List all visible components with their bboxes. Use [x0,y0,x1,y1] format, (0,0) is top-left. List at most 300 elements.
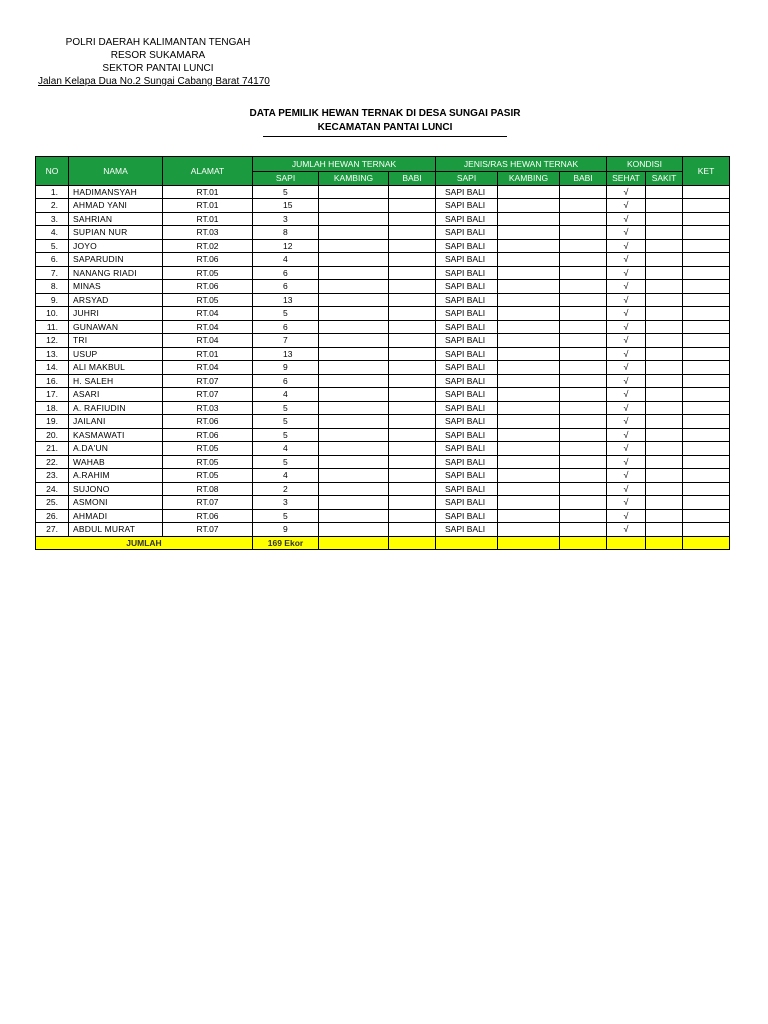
row-sakit [646,482,683,496]
row-jumlah-babi [389,199,436,213]
table-row [36,523,730,537]
row-jenis-kambing [498,293,560,307]
row-nama: H. SALEH [69,374,163,388]
row-jumlah-babi [389,347,436,361]
row-no: 21. [36,442,69,456]
row-jumlah-babi [389,320,436,334]
row-sehat: √ [607,266,646,280]
row-jumlah-kambing [319,266,389,280]
row-jenis-sapi: SAPI BALI [436,320,498,334]
row-jumlah-sapi: 4 [253,442,319,456]
row-jumlah-sapi: 5 [253,428,319,442]
row-jumlah-kambing [319,428,389,442]
row-jenis-kambing [498,455,560,469]
row-jumlah-kambing [319,361,389,375]
row-sakit [646,226,683,240]
row-alamat: RT.01 [163,185,253,199]
row-jumlah-kambing [319,280,389,294]
row-sehat: √ [607,496,646,510]
row-ket [683,280,730,294]
row-sehat: √ [607,401,646,415]
row-jenis-sapi: SAPI BALI [436,509,498,523]
row-ket [683,523,730,537]
row-jumlah-babi [389,212,436,226]
row-jenis-sapi: SAPI BALI [436,280,498,294]
row-no: 17. [36,388,69,402]
row-jumlah-kambing [319,212,389,226]
row-jumlah-sapi: 6 [253,266,319,280]
row-nama: JAILANI [69,415,163,429]
row-nama: A.RAHIM [69,469,163,483]
row-ket [683,374,730,388]
row-jumlah-kambing [319,374,389,388]
row-jumlah-babi [389,361,436,375]
row-jenis-kambing [498,482,560,496]
row-nama: AHMADI [69,509,163,523]
row-jenis-babi [560,509,607,523]
row-alamat: RT.01 [163,199,253,213]
total-row [36,536,730,550]
row-sakit [646,388,683,402]
row-jenis-kambing [498,334,560,348]
row-sehat: √ [607,212,646,226]
row-nama: KASMAWATI [69,428,163,442]
table-row [36,482,730,496]
row-jumlah-kambing [319,455,389,469]
row-jumlah-kambing [319,469,389,483]
row-jumlah-kambing [319,185,389,199]
row-jenis-kambing [498,266,560,280]
row-ket [683,361,730,375]
row-alamat: RT.05 [163,266,253,280]
row-sehat: √ [607,361,646,375]
header-jenis-kambing: KAMBING [498,172,560,186]
total-cell-empty [389,536,436,550]
row-alamat: RT.06 [163,428,253,442]
row-jenis-kambing [498,239,560,253]
row-nama: AHMAD YANI [69,199,163,213]
header-no: NO [36,157,69,186]
row-jenis-babi [560,334,607,348]
row-jumlah-babi [389,266,436,280]
row-jumlah-sapi: 7 [253,334,319,348]
row-sehat: √ [607,307,646,321]
row-nama: JOYO [69,239,163,253]
row-jenis-kambing [498,509,560,523]
row-ket [683,428,730,442]
row-jenis-babi [560,226,607,240]
header-alamat: ALAMAT [163,157,253,186]
row-alamat: RT.07 [163,374,253,388]
row-jumlah-sapi: 4 [253,469,319,483]
row-jenis-kambing [498,347,560,361]
row-jumlah-kambing [319,401,389,415]
row-no: 23. [36,469,69,483]
row-no: 6. [36,253,69,267]
row-sakit [646,185,683,199]
row-no: 9. [36,293,69,307]
row-sehat: √ [607,226,646,240]
row-jenis-kambing [498,523,560,537]
row-nama: ASARI [69,388,163,402]
row-jumlah-kambing [319,509,389,523]
row-alamat: RT.03 [163,226,253,240]
row-jenis-sapi: SAPI BALI [436,253,498,267]
row-no: 2. [36,199,69,213]
row-alamat: RT.05 [163,469,253,483]
row-sehat: √ [607,469,646,483]
table-row [36,428,730,442]
row-jenis-babi [560,455,607,469]
row-jumlah-babi [389,442,436,456]
row-ket [683,415,730,429]
row-sehat: √ [607,239,646,253]
row-jenis-babi [560,347,607,361]
row-jumlah-babi [389,185,436,199]
row-jumlah-babi [389,226,436,240]
row-jenis-sapi: SAPI BALI [436,401,498,415]
row-no: 1. [36,185,69,199]
row-no: 27. [36,523,69,537]
row-alamat: RT.07 [163,388,253,402]
row-jenis-sapi: SAPI BALI [436,388,498,402]
row-sakit [646,307,683,321]
row-no: 16. [36,374,69,388]
row-jumlah-sapi: 3 [253,212,319,226]
row-alamat: RT.05 [163,442,253,456]
row-nama: TRI [69,334,163,348]
row-jenis-babi [560,442,607,456]
table-row [36,469,730,483]
row-jumlah-kambing [319,482,389,496]
row-jenis-babi [560,428,607,442]
row-nama: USUP [69,347,163,361]
row-jenis-babi [560,496,607,510]
row-alamat: RT.04 [163,307,253,321]
row-jumlah-kambing [319,307,389,321]
row-sakit [646,347,683,361]
total-cell-empty [683,536,730,550]
row-jenis-sapi: SAPI BALI [436,442,498,456]
row-jumlah-sapi: 5 [253,509,319,523]
row-nama: ALI MAKBUL [69,361,163,375]
row-no: 24. [36,482,69,496]
row-jumlah-sapi: 3 [253,496,319,510]
row-jumlah-sapi: 2 [253,482,319,496]
row-jenis-kambing [498,226,560,240]
row-jumlah-babi [389,415,436,429]
row-jenis-babi [560,374,607,388]
header-jumlah-group: JUMLAH HEWAN TERNAK [253,157,436,172]
row-sakit [646,509,683,523]
row-jenis-sapi: SAPI BALI [436,469,498,483]
row-jenis-babi [560,307,607,321]
row-nama: SUPIAN NUR [69,226,163,240]
row-no: 11. [36,320,69,334]
row-sakit [646,415,683,429]
row-jenis-babi [560,482,607,496]
header-jenis-sapi: SAPI [436,172,498,186]
row-no: 26. [36,509,69,523]
row-jenis-sapi: SAPI BALI [436,455,498,469]
row-sehat: √ [607,523,646,537]
table-row [36,496,730,510]
row-nama: SUJONO [69,482,163,496]
total-cell-empty [498,536,560,550]
table-row [36,509,730,523]
row-sakit [646,320,683,334]
row-no: 5. [36,239,69,253]
row-jenis-kambing [498,253,560,267]
table-row [36,401,730,415]
row-no: 12. [36,334,69,348]
table-row [36,334,730,348]
row-sakit [646,266,683,280]
row-ket [683,388,730,402]
total-cell-empty [646,536,683,550]
row-jenis-sapi: SAPI BALI [436,415,498,429]
row-jenis-babi [560,239,607,253]
row-sehat: √ [607,442,646,456]
table-row [36,455,730,469]
row-jenis-babi [560,523,607,537]
row-jumlah-kambing [319,442,389,456]
row-jumlah-kambing [319,226,389,240]
row-sehat: √ [607,334,646,348]
table-body [36,185,730,536]
row-sakit [646,361,683,375]
row-jenis-babi [560,401,607,415]
row-sehat: √ [607,185,646,199]
row-alamat: RT.02 [163,239,253,253]
row-no: 7. [36,266,69,280]
row-jenis-sapi: SAPI BALI [436,428,498,442]
table-row [36,307,730,321]
row-sehat: √ [607,253,646,267]
total-cell-empty [560,536,607,550]
row-alamat: RT.05 [163,293,253,307]
row-jenis-babi [560,361,607,375]
table-row [36,293,730,307]
row-jumlah-kambing [319,496,389,510]
row-jenis-sapi: SAPI BALI [436,523,498,537]
row-sehat: √ [607,347,646,361]
row-sehat: √ [607,455,646,469]
header-jumlah-kambing: KAMBING [319,172,389,186]
row-jumlah-babi [389,293,436,307]
row-jumlah-kambing [319,199,389,213]
row-jumlah-sapi: 5 [253,455,319,469]
row-jumlah-kambing [319,523,389,537]
row-jumlah-babi [389,280,436,294]
row-jenis-sapi: SAPI BALI [436,482,498,496]
row-jumlah-sapi: 15 [253,199,319,213]
row-sakit [646,469,683,483]
row-sakit [646,253,683,267]
row-jumlah-sapi: 4 [253,253,319,267]
row-sakit [646,334,683,348]
row-jenis-kambing [498,361,560,375]
row-jumlah-sapi: 9 [253,361,319,375]
row-alamat: RT.01 [163,212,253,226]
row-jumlah-kambing [319,415,389,429]
row-jenis-kambing [498,428,560,442]
header-jenis-group: JENIS/RAS HEWAN TERNAK [436,157,607,172]
row-jumlah-babi [389,388,436,402]
header-kondisi-group: KONDISI [607,157,683,172]
row-nama: HADIMANSYAH [69,185,163,199]
row-jenis-sapi: SAPI BALI [436,347,498,361]
row-sakit [646,212,683,226]
table-row [36,266,730,280]
row-ket [683,239,730,253]
row-jumlah-sapi: 6 [253,374,319,388]
row-nama: ARSYAD [69,293,163,307]
row-jumlah-babi [389,401,436,415]
row-jumlah-babi [389,482,436,496]
row-jumlah-babi [389,253,436,267]
row-jenis-sapi: SAPI BALI [436,212,498,226]
row-jumlah-kambing [319,320,389,334]
table-row [36,442,730,456]
document-title [230,107,540,137]
row-nama: SAPARUDIN [69,253,163,267]
row-nama: MINAS [69,280,163,294]
row-jenis-kambing [498,415,560,429]
row-ket [683,496,730,510]
row-no: 22. [36,455,69,469]
row-ket [683,469,730,483]
row-ket [683,455,730,469]
row-no: 19. [36,415,69,429]
row-nama: ASMONI [69,496,163,510]
row-alamat: RT.04 [163,320,253,334]
row-jenis-babi [560,415,607,429]
row-jenis-babi [560,293,607,307]
row-jumlah-babi [389,428,436,442]
row-sehat: √ [607,482,646,496]
row-jumlah-babi [389,455,436,469]
row-jenis-kambing [498,307,560,321]
row-ket [683,226,730,240]
table-row [36,361,730,375]
row-no: 14. [36,361,69,375]
letterhead-line-1: POLRI DAERAH KALIMANTAN TENGAH [65,37,251,48]
row-ket [683,253,730,267]
row-alamat: RT.06 [163,280,253,294]
row-sakit [646,496,683,510]
row-jenis-babi [560,185,607,199]
row-jumlah-sapi: 5 [253,307,319,321]
header-nama: NAMA [69,157,163,186]
livestock-table [35,156,730,550]
row-jumlah-sapi: 5 [253,185,319,199]
table-row [36,185,730,199]
header-sehat: SEHAT [607,172,646,186]
row-jumlah-babi [389,239,436,253]
row-jenis-sapi: SAPI BALI [436,307,498,321]
row-jenis-kambing [498,185,560,199]
row-ket [683,293,730,307]
row-jenis-babi [560,199,607,213]
row-jenis-sapi: SAPI BALI [436,361,498,375]
row-jumlah-sapi: 6 [253,280,319,294]
table-row [36,199,730,213]
row-ket [683,482,730,496]
row-jumlah-kambing [319,334,389,348]
row-jenis-sapi: SAPI BALI [436,496,498,510]
row-jumlah-sapi: 13 [253,347,319,361]
row-ket [683,199,730,213]
row-alamat: RT.06 [163,509,253,523]
row-ket [683,212,730,226]
row-sehat: √ [607,293,646,307]
row-sehat: √ [607,199,646,213]
row-alamat: RT.05 [163,455,253,469]
row-jumlah-babi [389,509,436,523]
letterhead [38,36,278,88]
row-jumlah-babi [389,469,436,483]
table-row [36,388,730,402]
row-jumlah-kambing [319,293,389,307]
row-jenis-babi [560,320,607,334]
row-nama: A.DA'UN [69,442,163,456]
row-jenis-kambing [498,401,560,415]
row-ket [683,307,730,321]
row-nama: JUHRI [69,307,163,321]
row-jenis-kambing [498,374,560,388]
row-nama: WAHAB [69,455,163,469]
row-no: 3. [36,212,69,226]
row-jenis-sapi: SAPI BALI [436,374,498,388]
header-jenis-babi: BABI [560,172,607,186]
row-jenis-babi [560,212,607,226]
row-sakit [646,523,683,537]
row-jenis-babi [560,266,607,280]
row-jenis-kambing [498,199,560,213]
row-alamat: RT.06 [163,253,253,267]
row-sehat: √ [607,415,646,429]
row-sakit [646,280,683,294]
row-jumlah-sapi: 6 [253,320,319,334]
row-ket [683,266,730,280]
row-jumlah-babi [389,334,436,348]
row-no: 13. [36,347,69,361]
table-row [36,239,730,253]
total-cell-empty [319,536,389,550]
row-jumlah-babi [389,307,436,321]
table-row [36,320,730,334]
row-jenis-sapi: SAPI BALI [436,266,498,280]
row-jenis-kambing [498,320,560,334]
row-no: 8. [36,280,69,294]
row-ket [683,334,730,348]
row-nama: SAHRIAN [69,212,163,226]
row-jenis-kambing [498,442,560,456]
row-jenis-babi [560,388,607,402]
row-jenis-babi [560,469,607,483]
row-no: 10. [36,307,69,321]
row-sehat: √ [607,320,646,334]
row-alamat: RT.04 [163,334,253,348]
row-alamat: RT.07 [163,523,253,537]
row-ket [683,509,730,523]
row-jenis-sapi: SAPI BALI [436,199,498,213]
header-jumlah-sapi: SAPI [253,172,319,186]
row-jumlah-sapi: 13 [253,293,319,307]
table-row [36,347,730,361]
header-sakit: SAKIT [646,172,683,186]
